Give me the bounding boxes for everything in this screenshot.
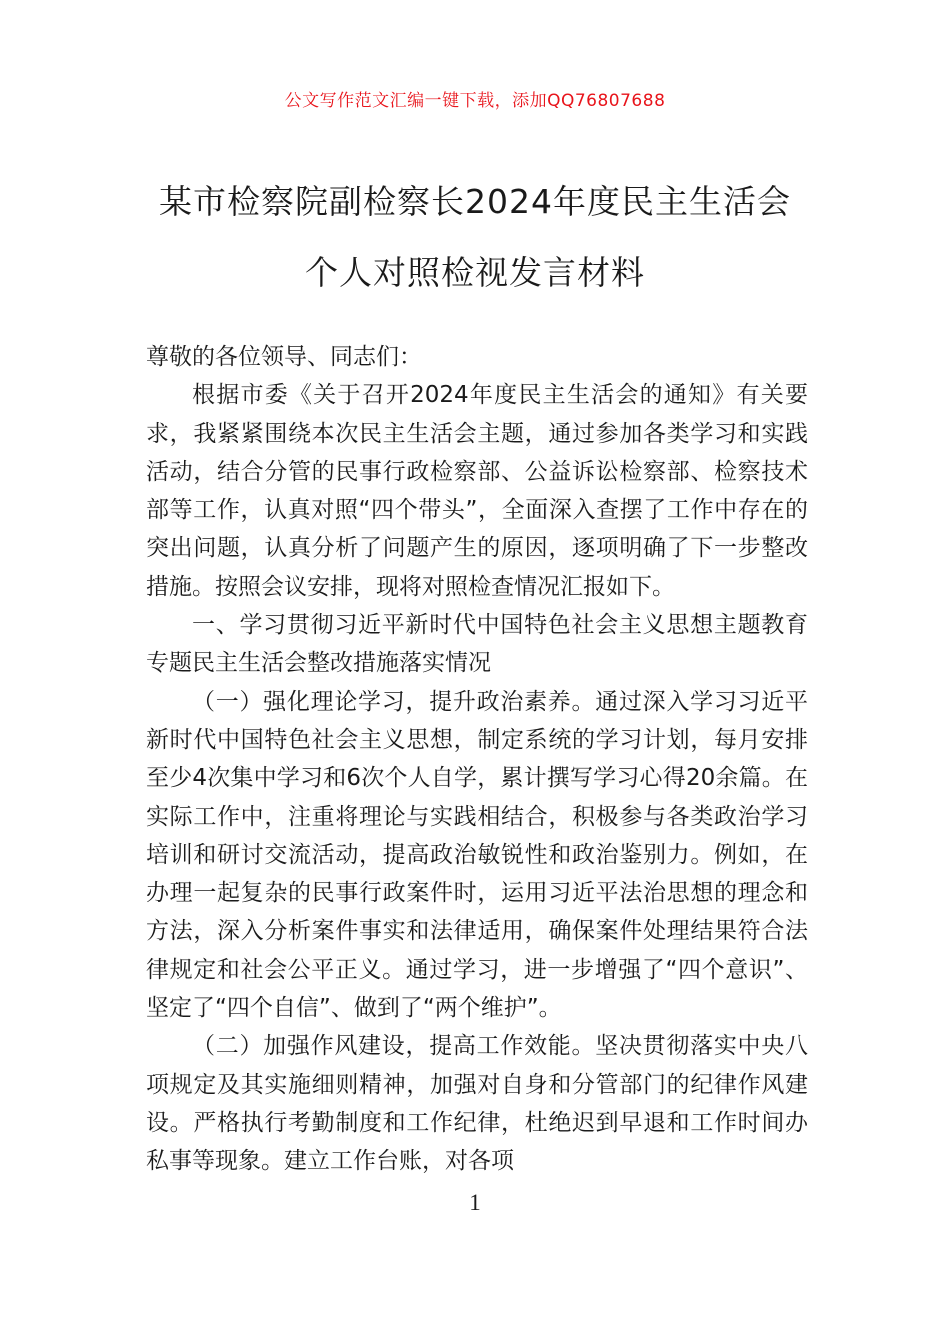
salutation: 尊敬的各位领导、同志们： xyxy=(146,344,422,370)
paragraph-intro: 根据市委《关于召开2024年度民主生活会的通知》有关要求，我紧紧围绕本次民主生活会主题，通过参加各类学习和实践活动，结合分管的民事行政检察部、公益诉讼检察部、检察技术部等工作，认真对照“四个带头”，全面深入查摆了工作中存在的突出问题，认真分析了问题产生的原因，逐项明确了下一步整改措施。按照会议安排，现将对照检查情况汇报如下。 xyxy=(146,382,808,600)
document-title-line-1: 某市检察院副检察长2024年度民主生活会 xyxy=(159,182,791,221)
document-body xyxy=(146,338,808,1181)
page-number: 1 xyxy=(469,1190,481,1215)
paragraph-work-style: （二）加强作风建设，提高工作效能。坚决贯彻落实中央八项规定及其实施细则精神，加强对自身和分管部门的纪律作风建设。严格执行考勤制度和工作纪律，杜绝迟到早退和工作时间办私事等现象。建立工作台账，对各项 xyxy=(146,1033,808,1175)
paragraph-theory-study: （一）强化理论学习，提升政治素养。通过深入学习习近平新时代中国特色社会主义思想，制定系统的学习计划，每月安排至少4次集中学习和6次个人自学，累计撰写学习心得20余篇。在实际工作中，注重将理论与实践相结合，积极参与各类政治学习培训和研讨交流活动，提高政治敏锐性和政治鉴别力。例如，在办理一起复杂的民事行政案件时，运用习近平法治思想的理念和方法，深入分析案件事实和法律适用，确保案件处理结果符合法律规定和社会公平正义。通过学习，进一步增强了“四个意识”、坚定了“四个自信”、做到了“两个维护”。 xyxy=(146,688,808,1022)
document-title-line-2: 个人对照检视发言材料 xyxy=(305,253,645,292)
watermark-text: 公文写作范文汇编一键下载，添加QQ76807688 xyxy=(284,91,666,111)
section-heading-1: 一、学习贯彻习近平新时代中国特色社会主义思想主题教育专题民主生活会整改措施落实情况 xyxy=(146,612,808,677)
